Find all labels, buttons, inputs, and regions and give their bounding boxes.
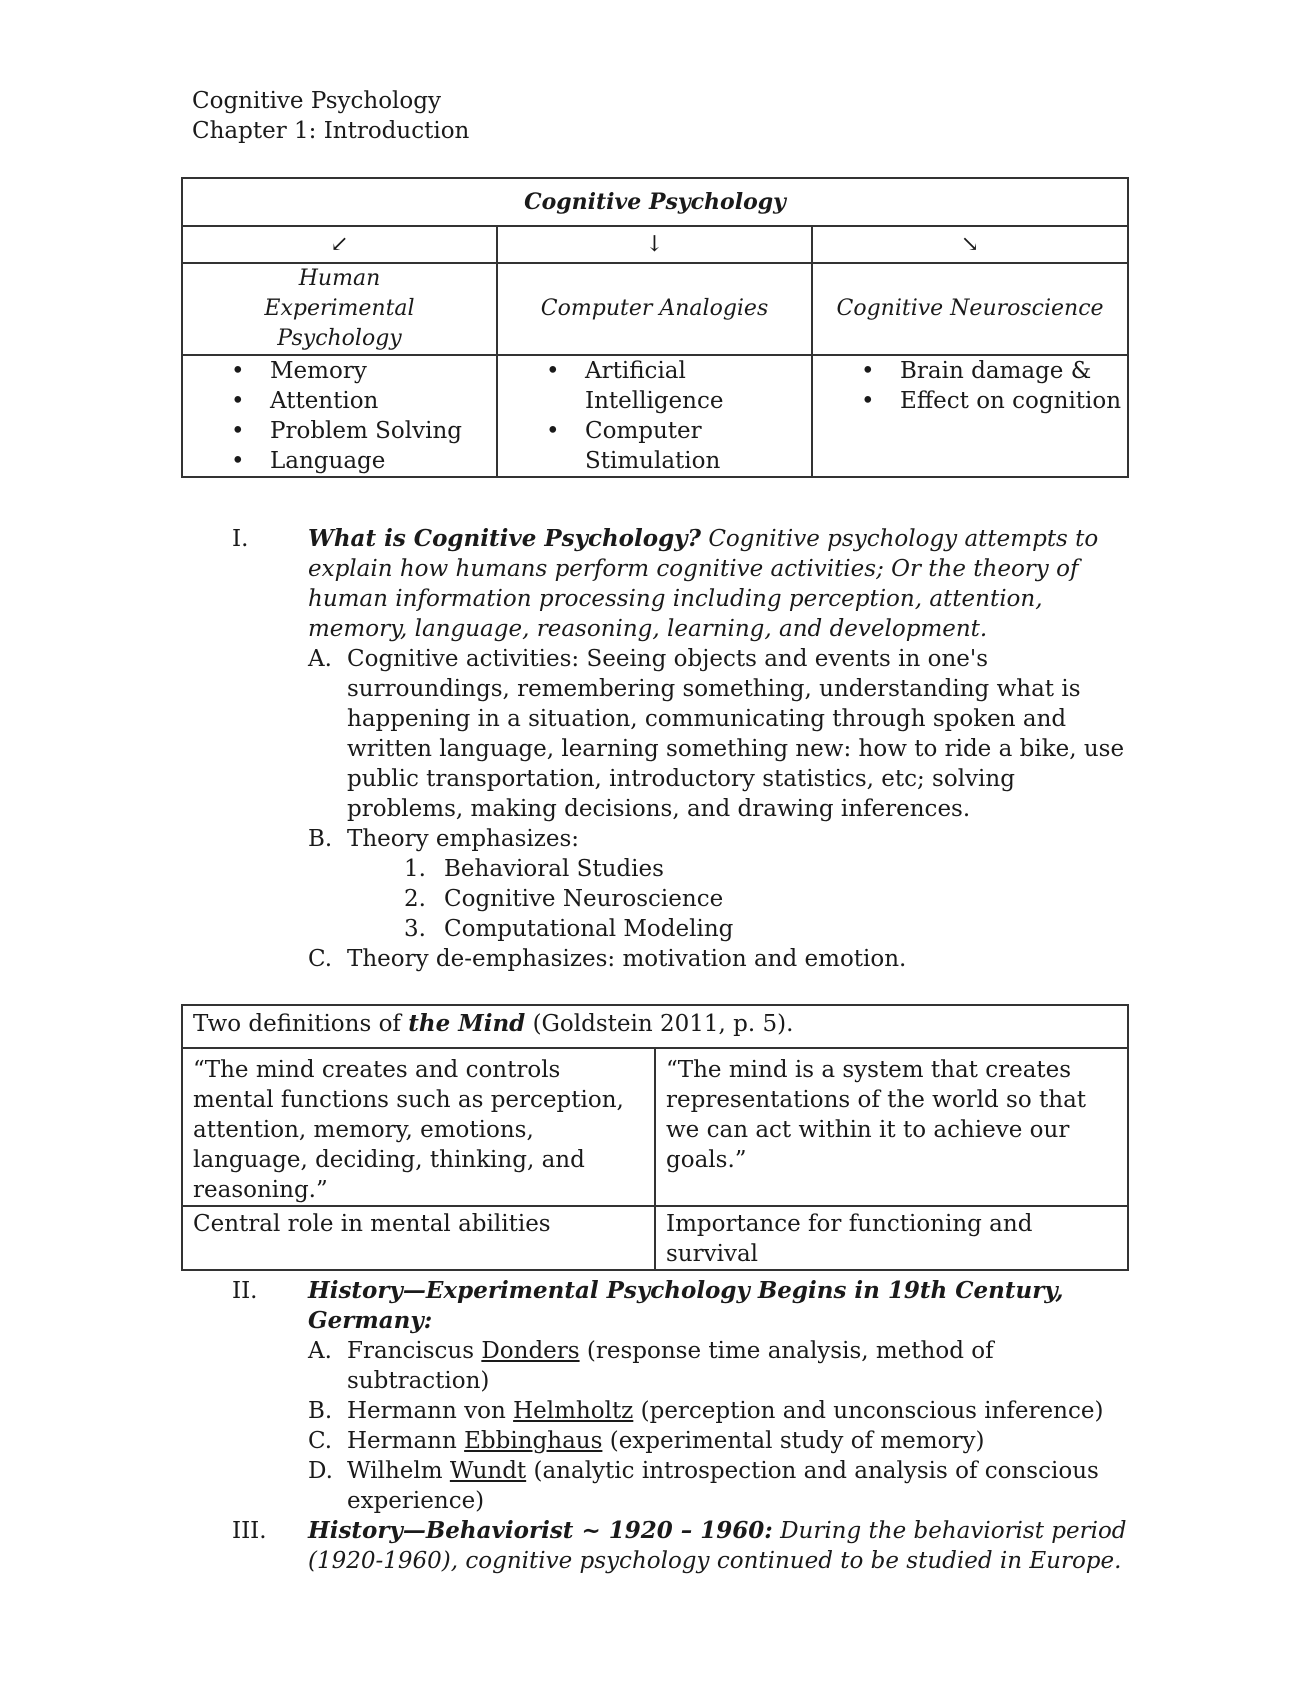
chapter-title: Chapter 1: Introduction [192,118,470,144]
section-title: What is Cognitive Psychology? [308,525,702,552]
outline-section-2-3 [232,1276,1132,1576]
list-item: • Brain damage & [813,356,1127,386]
arrow-down-right-icon: ↘ [812,226,1128,263]
person-name: Donders [481,1338,580,1364]
section-heading [232,1516,1132,1576]
mind-table-caption: Two definitions of the Mind (Goldstein 2011, p. 5). [182,1005,1128,1048]
role-left: Central role in mental abilities [182,1206,655,1270]
list-item-continuation: Stimulation [585,448,721,474]
document-header [192,86,469,146]
numbered-item: 2. Cognitive Neuroscience [404,886,724,912]
section-numeral: II. [232,1278,258,1304]
list-item-continuation: Intelligence [585,388,724,414]
section-text: During the behaviorist period (1920-1960), cognitive psychology continued to be studied in Europe. [308,1518,1127,1574]
list-item: • Memory [183,356,496,386]
list-item: • Artificial [498,356,811,386]
section-title: History—Behaviorist ~ 1920 – 1960: [308,1517,773,1544]
section-title: History—Experimental Psychology Begins in 19th Century, Germany: [308,1277,1064,1334]
outline-item: C. Theory de-emphasizes: motivation and emotion. [308,946,907,972]
arrow-down-icon: ↓ [497,226,812,263]
section-heading [232,524,1132,644]
column-heading-human-experimental: Human Experimental Psychology [182,263,497,355]
outline-item: C. Hermann Ebbinghaus (experimental study of memory) [308,1428,985,1454]
human-experimental-list [182,355,497,477]
outline-item: B. Hermann von Helmholtz (perception and unconscious inference) [308,1398,1104,1424]
person-name: Wundt [449,1458,527,1484]
list-item: • Computer [498,416,811,446]
cognitive-neuroscience-list [812,355,1128,477]
list-item: • Problem Solving [183,416,496,446]
definition-right: “The mind is a system that creates representations of the world so that we can act within it to achieve our goals.” [655,1048,1128,1206]
person-name: Ebbinghaus [464,1428,603,1454]
numbered-item: 3. Computational Modeling [404,916,734,942]
computer-analogies-list [497,355,812,477]
section-numeral: I. [232,526,249,552]
list-item: • Language [183,446,496,476]
overview-table [181,177,1129,478]
outline-item: D. Wilhelm Wundt (analytic introspection and analysis of conscious experience) [308,1458,1099,1514]
course-title: Cognitive Psychology [192,88,441,114]
column-heading-cognitive-neuroscience: Cognitive Neuroscience [812,263,1128,355]
role-right: Importance for functioning and survival [655,1206,1128,1270]
numbered-item: 1. Behavioral Studies [404,856,664,882]
outline-section-1 [232,524,1132,974]
outline-item: A. Franciscus Donders (response time analysis, method of subtraction) [308,1338,994,1394]
definition-left: “The mind creates and controls mental functions such as perception, attention, memory, emotions, language, deciding, thinking, and reasoning.” [182,1048,655,1206]
overview-table-title: Cognitive Psychology [182,178,1128,226]
column-heading-computer-analogies: Computer Analogies [497,263,812,355]
list-item: • Attention [183,386,496,416]
section-heading [232,1276,1132,1336]
outline-item: A. Cognitive activities: Seeing objects and events in one's surroundings, remembering something, understanding what is happening in a situation, communicating through spoken and written language, learning something new: how to ride a bike, use public transportation, introductory statistics, etc; solving problems, making decisions, and drawing inferences. [308,646,1125,822]
section-numeral: III. [232,1518,267,1544]
outline-item: B. Theory emphasizes: [308,826,580,852]
person-name: Helmholtz [513,1398,634,1424]
arrow-down-left-icon: ↙ [182,226,497,263]
mind-definitions-table [181,1004,1129,1271]
list-item: • Effect on cognition [813,386,1127,416]
section-intro: Cognitive psychology attempts to explain how humans perform cognitive activities; Or the theory of human information processing including perception, attention, memory, language, reasoning, learning, and development. [308,526,1099,642]
